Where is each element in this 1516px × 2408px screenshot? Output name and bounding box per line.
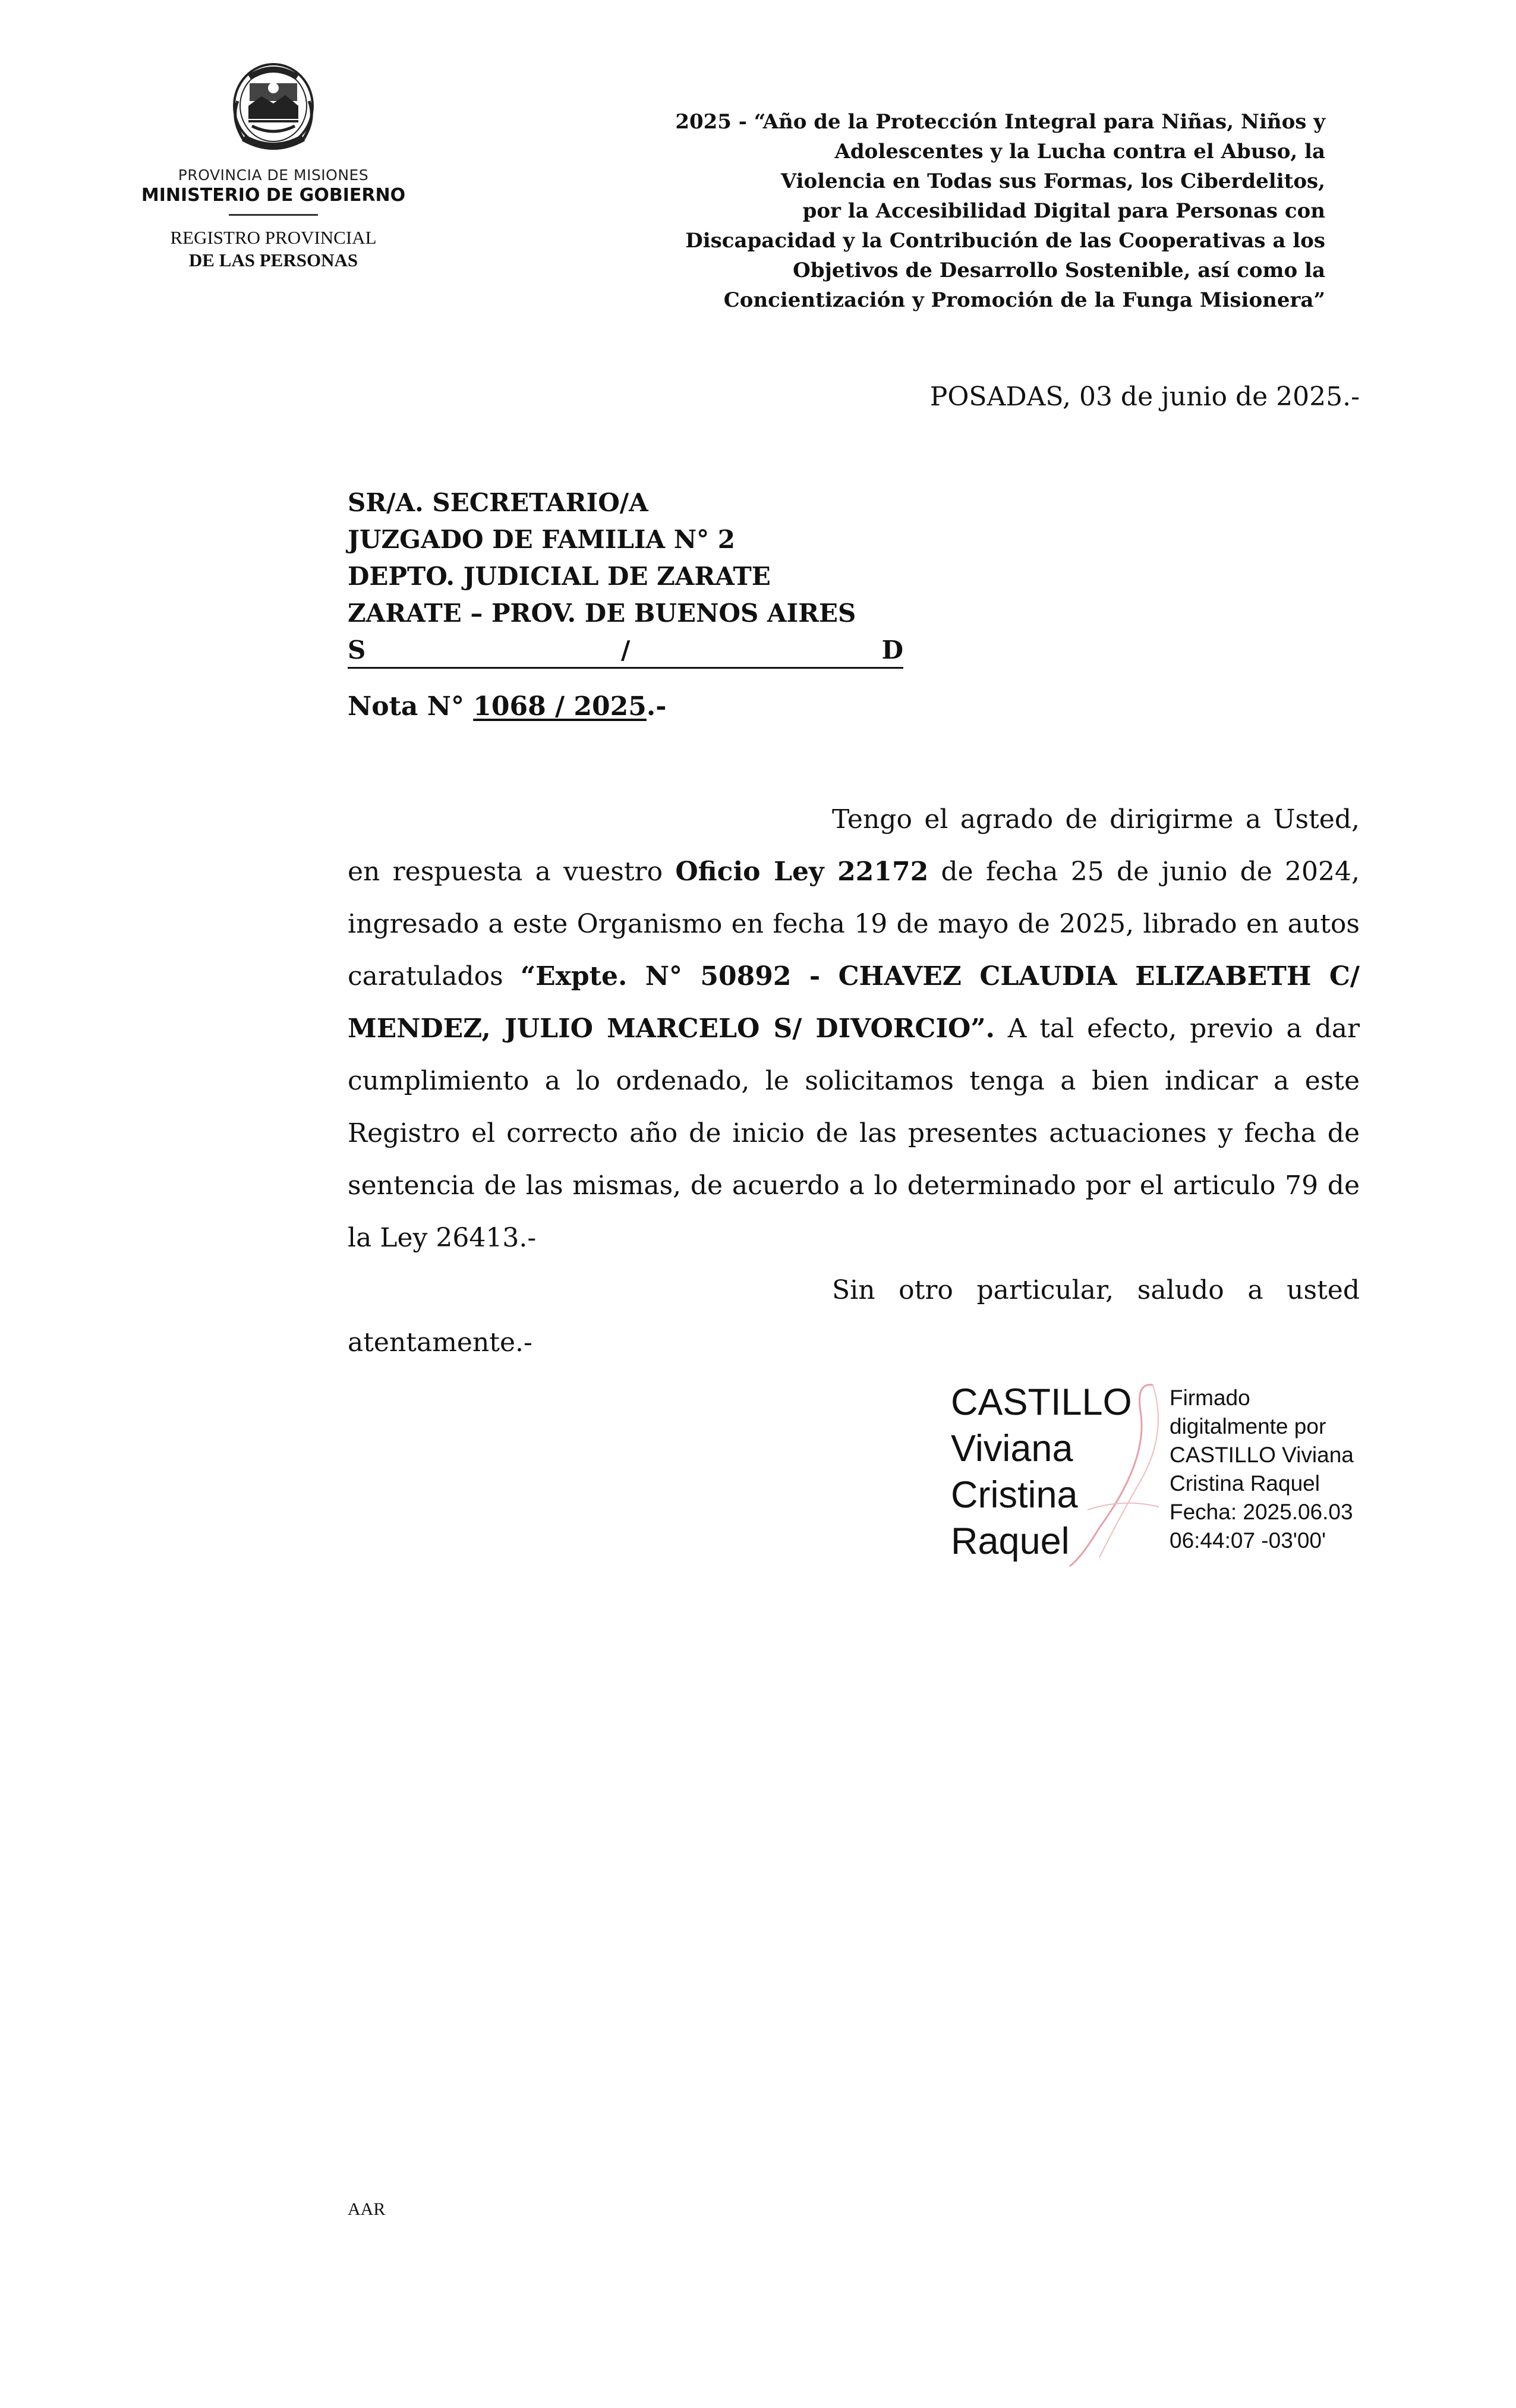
motto-line: Violencia en Todas sus Formas, los Ciberdelitos,: [780, 169, 1325, 193]
addressee-line: SR/A. SECRETARIO/A: [348, 488, 648, 517]
body-text: de fecha 25 de junio de 2024, ingresado a este Organismo en fecha 19 de mayo de 2025, librado en autos caratulados: [348, 857, 1360, 991]
digital-signature: [951, 1379, 1367, 1575]
letter-date: POSADAS, 03 de junio de 2025.-: [929, 382, 1360, 412]
sd-s: S: [348, 635, 366, 665]
note-number-value: 1068 / 2025: [473, 691, 647, 722]
registry-line-1: REGISTRO PROVINCIAL: [170, 227, 377, 248]
ministry-name: MINISTERIO DE GOBIERNO: [141, 185, 406, 206]
signature-details: [1170, 1384, 1354, 1555]
motto-line: Objetivos de Desarrollo Sostenible, así como la: [793, 259, 1325, 282]
motto-line: Adolescentes y la Lucha contra el Abuso, la: [834, 140, 1325, 163]
signer-name-line: Raquel: [951, 1521, 1070, 1562]
note-number: [348, 691, 667, 722]
addressee-line: ZARATE – PROV. DE BUENOS AIRES: [348, 599, 856, 628]
registry-line-2-bold: PERSONAS: [259, 250, 358, 270]
addressee-sd-line: [348, 632, 903, 669]
oficio-reference: Oficio Ley 22172: [675, 857, 929, 887]
year-motto: [553, 107, 1325, 315]
divider: [229, 214, 318, 216]
body-paragraph-2: Sin otro particular, saludo a usted atentamente.-: [348, 1275, 1360, 1358]
body-text: A tal efecto, previo a dar cumplimiento a lo ordenado, le solicitamos tenga a bien indicar a este Registro el correcto año de inicio de las presentes actuaciones y fecha de sentencia de las mismas, de acuerdo a lo determinado por el articulo 79 de la Ley 26413.-: [348, 1013, 1360, 1253]
motto-line: Discapacidad y la Contribución de las Cooperativas a los: [685, 229, 1325, 253]
signer-name-line: CASTILLO: [951, 1381, 1132, 1423]
sd-slash: /: [621, 635, 631, 665]
letterhead-logo: [119, 59, 428, 272]
signature-detail-line: Cristina Raquel: [1170, 1471, 1320, 1496]
registry-line-2-prefix: DE LAS: [188, 250, 255, 270]
body-text: Tengo el agrado de dirigirme a Usted, en respuesta a vuestro: [348, 804, 1360, 887]
typist-initials: AAR: [348, 2199, 386, 2219]
signer-name-line: Cristina: [951, 1474, 1078, 1516]
case-title: “Expte. N° 50892 - CHAVEZ CLAUDIA ELIZABETH C/ MENDEZ, JULIO MARCELO S/ DIVORCIO”.: [348, 961, 1360, 1044]
registry-name: [119, 226, 428, 272]
addressee-line: JUZGADO DE FAMILIA N° 2: [348, 525, 736, 554]
sd-d: D: [881, 635, 903, 665]
letter-body: [348, 794, 1360, 1369]
motto-line: Concientización y Promoción de la Funga Misionera”: [723, 288, 1325, 312]
note-suffix: .-: [646, 691, 667, 722]
signature-detail-line: Firmado: [1170, 1386, 1250, 1410]
body-paragraph-1: [348, 794, 1360, 1264]
province-name: PROVINCIA DE MISIONES: [178, 166, 369, 184]
signature-detail-line: CASTILLO Viviana: [1170, 1443, 1354, 1467]
addressee-line: DEPTO. JUDICIAL DE ZARATE: [348, 562, 771, 591]
addressee-block: [348, 484, 903, 669]
coat-of-arms-icon: [226, 59, 321, 160]
signature-detail-line: Fecha: 2025.06.03: [1170, 1500, 1353, 1524]
registry-line-2: [119, 249, 428, 272]
motto-line: 2025 - “Año de la Protección Integral para Niñas, Niños y: [675, 110, 1325, 134]
note-label: Nota N°: [348, 691, 464, 722]
signature-detail-line: digitalmente por: [1170, 1414, 1326, 1438]
signer-name-line: Viviana: [951, 1428, 1073, 1469]
motto-line: por la Accesibilidad Digital para Personas con: [802, 199, 1325, 223]
signer-name: [951, 1379, 1132, 1565]
signature-detail-line: 06:44:07 -03'00': [1170, 1528, 1326, 1553]
